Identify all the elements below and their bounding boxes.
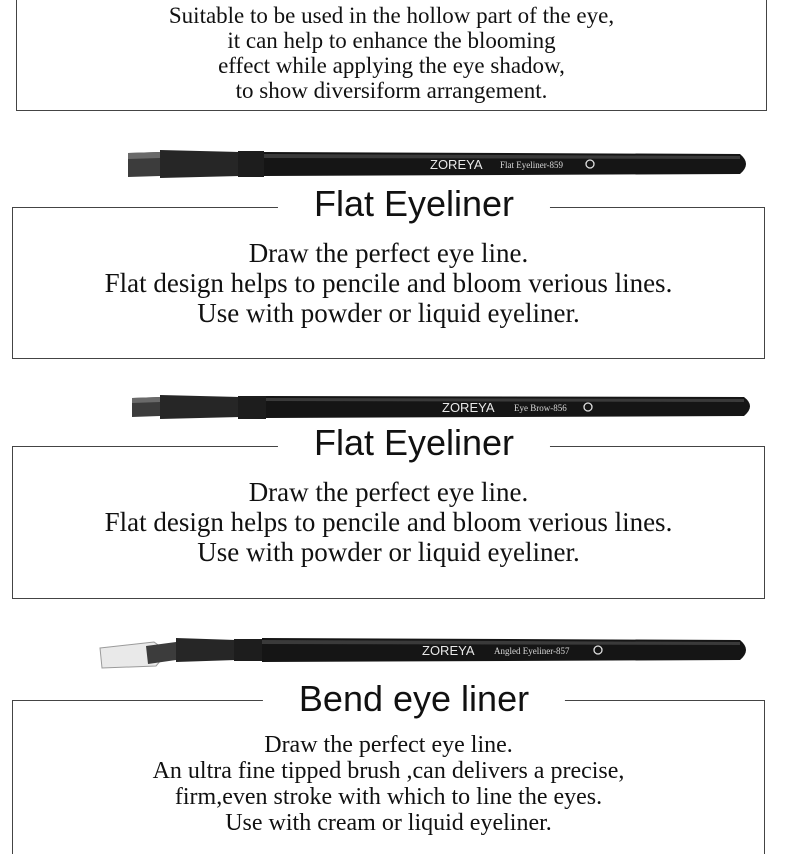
brush-model-label: Flat Eyeliner-859 xyxy=(500,160,564,170)
description-line: Draw the perfect eye line. xyxy=(248,238,529,268)
brush-brand-label: ZOREYA xyxy=(422,643,475,658)
description-box-angled-eyeliner-857 xyxy=(12,700,765,854)
description-box-eye-brow-856 xyxy=(12,446,765,599)
description-line: Suitable to be used in the hollow part of the eye, xyxy=(168,3,615,28)
flat-eyeliner-brush-image xyxy=(120,142,760,186)
section-title: Bend eye liner xyxy=(263,681,565,717)
description-text xyxy=(13,733,764,837)
description-line: Draw the perfect eye line. xyxy=(264,732,513,758)
description-line: Use with cream or liquid eyeliner. xyxy=(225,810,552,836)
description-line: it can help to enhance the blooming xyxy=(227,28,556,53)
description-box-hollow xyxy=(16,0,767,111)
section-title: Flat Eyeliner xyxy=(278,186,550,222)
brush-model-label: Eye Brow-856 xyxy=(514,403,567,413)
description-line: to show diversiform arrangement. xyxy=(235,78,548,103)
description-line: Draw the perfect eye line. xyxy=(248,477,529,507)
description-line: effect while applying the eye shadow, xyxy=(218,53,565,78)
description-text xyxy=(13,240,764,330)
description-text xyxy=(13,479,764,569)
brush-brand-label: ZOREYA xyxy=(442,400,495,415)
description-line: An ultra fine tipped brush ,can delivers a precise, xyxy=(152,758,625,784)
description-line: Flat design helps to pencile and bloom verious lines. xyxy=(104,507,673,537)
description-text xyxy=(17,4,766,104)
description-line: Flat design helps to pencile and bloom verious lines. xyxy=(104,268,673,298)
angled-eyeliner-brush-image xyxy=(96,630,760,676)
brush-model-label: Angled Eyeliner-857 xyxy=(494,646,570,656)
description-line: Use with powder or liquid eyeliner. xyxy=(197,537,580,567)
section-title: Flat Eyeliner xyxy=(278,425,550,461)
description-box-flat-eyeliner-859 xyxy=(12,207,765,359)
brush-brand-label: ZOREYA xyxy=(430,157,483,172)
description-line: firm,even stroke with which to line the eyes. xyxy=(174,784,603,810)
description-line: Use with powder or liquid eyeliner. xyxy=(197,298,580,328)
